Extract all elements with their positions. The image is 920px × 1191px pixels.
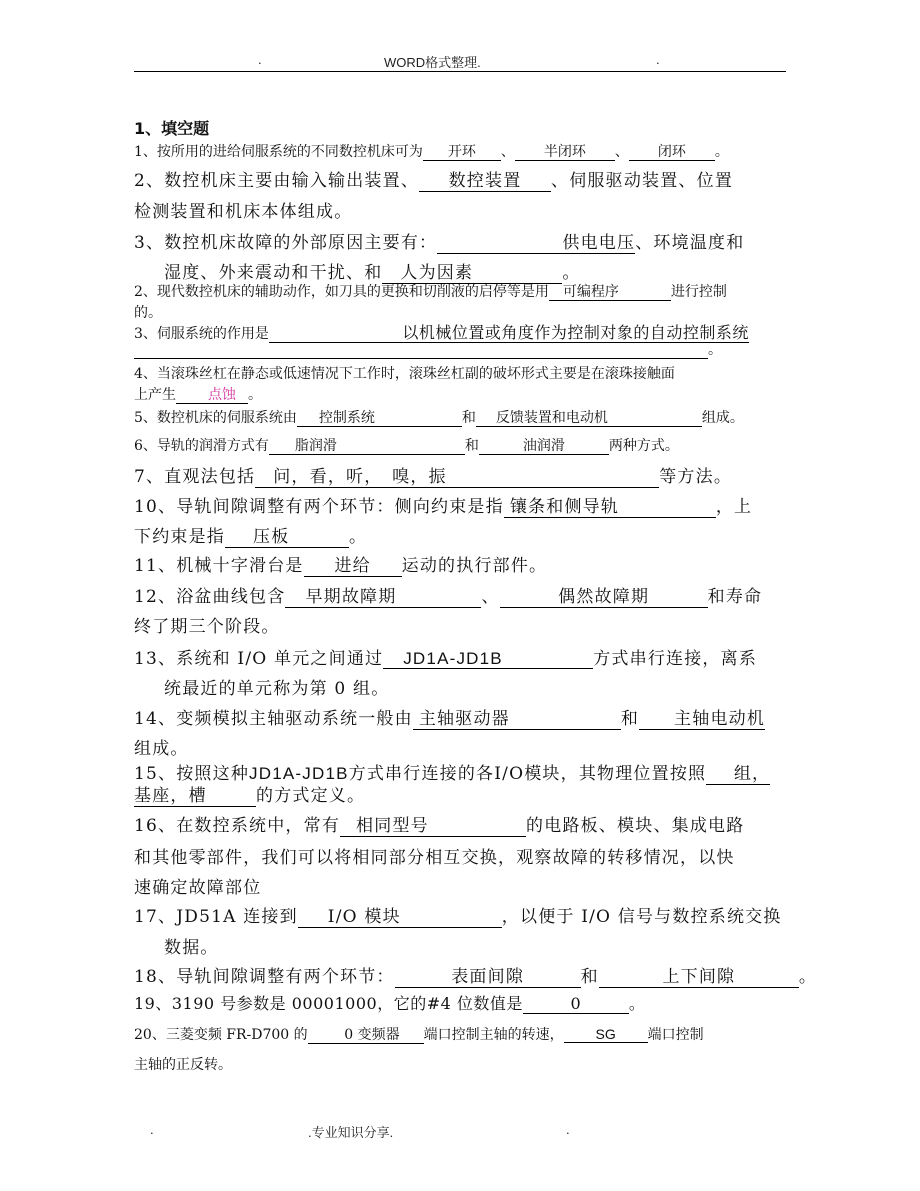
question-10-line-2 [134,522,367,548]
question-9 [134,462,732,488]
q11-answer-1: 进给 [304,558,402,577]
q3-line2-end: 。 [562,263,581,283]
q7-end: 组成。 [701,410,744,426]
q20-text: 20、三菱变频 FR-D700 的 [134,1027,308,1043]
q12-answer-1: 早期故障期 [285,589,481,608]
q10-text-end: ，上 [715,497,753,517]
question-20-line-2: 主轴的正反转。 [134,1057,232,1073]
q19-answer-1: 0 [523,996,629,1014]
question-1 [134,141,729,161]
q13-text-end: 方式串行连接，离系 [593,649,758,669]
q13-answer-1: JD1A-JD1B [383,650,593,669]
question-7 [134,407,744,427]
header-dot-right: . [656,52,660,67]
q15-text: 15、按照这种 [134,764,250,784]
q14-answer-1: 主轴驱动器 [413,711,621,730]
q5-text: 3、伺服系统的作用是 [134,326,269,342]
q19-text: 19、3190 号参数是 00001000，它的#4 位数值是 [134,994,523,1013]
question-15-line-2 [134,781,365,807]
q8-and: 和 [464,438,479,454]
header-rule [134,71,786,72]
question-12-line-2: 终了期三个阶段。 [134,617,280,637]
q14-text: 14、变频模拟主轴驱动系统一般由 [134,709,413,729]
q15-end: 的方式定义。 [256,786,366,806]
q3-line2-text: 湿度、外来震动和干扰、和 [164,263,383,283]
q3-text: 3、数控机床故障的外部原因主要有： [134,233,438,253]
q4-text-end: 进行控制 [670,284,727,300]
question-14-line-2: 组成。 [134,739,189,759]
q17-answer-1: I/O 模块 [298,909,502,928]
q14-and: 和 [620,709,640,729]
footer-text: .专业知识分享. [308,1125,394,1140]
q2-text: 2、数控机床主要由输入输出装置、 [134,171,420,191]
q16-text: 16、在数控系统中，常有 [134,816,341,836]
question-17 [134,902,782,928]
q14-answer-2: 主轴电动机 [639,711,765,730]
q15-answer-2: 基座，槽 [134,788,256,807]
q11-text: 11、机械十字滑台是 [134,556,304,576]
q15-answer-1: 组， [706,766,770,785]
q8-text: 6、导轨的润滑方式有 [134,438,269,454]
q8-answer-1: 脂润滑 [269,439,465,455]
question-20 [134,1024,704,1044]
q16-answer-1: 相同型号 [340,818,526,837]
question-3-line-2 [164,258,581,284]
question-14 [134,704,765,730]
q20-answer-1: 0 变频器 [308,1028,400,1044]
question-8 [134,435,679,455]
question-4 [134,281,727,301]
q7-answer-2: 反馈装置和电动机 [476,411,702,427]
question-17-line-2: 数据。 [164,938,219,958]
question-6: 4、当滚珠丝杠在静态或低速情况下工作时，滚珠丝杠副的破坏形式主要是在滚珠接触面 [134,366,675,382]
question-16-line-2: 和其他零部件，我们可以将相同部分相互交换，观察故障的转移情况，以快 [134,848,735,868]
q5-end: 。 [708,342,722,358]
question-3 [134,228,744,254]
question-5-line-2 [134,339,722,359]
header-dot-left: . [258,52,262,67]
q6-line2-text: 上产生 [134,387,176,403]
q7-text: 5、数控机床的伺服系统由 [134,410,297,426]
q10-answer-1: 镶条和侧导轨 [504,499,716,518]
question-2-line-2: 检测装置和机床本体组成。 [134,202,353,222]
q1-end: 。 [714,144,729,160]
q20-text-mid: 端口控制主轴的转速， [423,1027,564,1043]
question-2 [134,166,733,192]
q5-continuation-line [134,343,708,359]
q13-text: 13、系统和 I/O 单元之间通过 [134,649,384,669]
q9-text: 7、直观法包括 [134,467,256,487]
q6-answer-1: 点蚀 [176,388,236,404]
q10-answer-2: 压板 [225,529,349,548]
q18-text: 18、导轨间隙调整有两个环节： [134,967,395,987]
q9-answer-1: 问，看，听， 嗅，振 [255,469,659,488]
q10-text: 10、导轨间隙调整有两个环节：侧向约束是指 [134,497,504,517]
q18-answer-1: 表面间隙 [395,969,581,988]
q2-text-end: 、伺服驱动装置、位置 [551,171,734,191]
q1-text: 1、按所用的进给伺服系统的不同数控机床可为 [134,144,423,160]
q12-text-end: 和寿命 [707,587,763,607]
question-13-line-2: 统最近的单元称为第 0 组。 [164,679,390,699]
footer-dot-right: . [566,1122,570,1137]
question-16 [134,811,744,837]
q17-text-end: ，以便于 I/O 信号与数控系统交换 [501,907,782,927]
q12-answer-2: 偶然故障期 [500,589,708,608]
q18-answer-2: 上下间隙 [599,969,799,988]
q8-end: 两种方式。 [608,438,679,454]
q10-end: 。 [349,527,368,547]
question-6-line-2 [134,384,262,404]
q1-sep-1: 、 [500,144,515,160]
q3-answer-2: 人为因素 [382,265,562,284]
q8-answer-2: 油润滑 [479,439,609,455]
q12-sep: 、 [481,587,500,607]
q4-answer-1: 可编程序 [549,285,671,301]
q6-blank-tail [236,388,248,404]
q11-end: 运动的执行部件。 [401,556,548,576]
q1-sep-2: 、 [614,144,629,160]
q2-answer-1: 数控装置 [419,173,551,192]
q18-and: 和 [580,967,599,987]
q5-answer-1: 以机械位置或角度作为控制对象的自动控制系统 [269,325,749,343]
question-4-line-2: 的。 [134,305,162,321]
footer-dot-left: . [150,1122,154,1137]
question-13 [134,644,757,669]
q3-answer-1: 供电电压 [437,235,635,254]
question-16-line-3: 速确定故障部位 [134,878,262,898]
q1-answer-1: 开环 [423,145,501,161]
q20-answer-2: SG [564,1027,648,1043]
question-18 [134,962,817,988]
question-11 [134,551,547,577]
q17-text: 17、JD51A 连接到 [134,907,298,927]
q7-answer-1: 控制系统 [297,411,462,427]
q16-text-end: 的电路板、模块、集成电路 [526,816,745,836]
q20-blank-tail [400,1028,424,1044]
q12-text: 12、浴盆曲线包含 [134,587,286,607]
q10-line2-text: 下约束是指 [134,527,225,547]
question-12 [134,582,762,608]
q1-answer-3: 闭环 [629,145,715,161]
q19-end: 。 [628,994,646,1013]
question-10 [134,492,752,518]
q18-end: 。 [798,967,818,987]
q9-end: 等方法。 [659,467,733,487]
q1-answer-2: 半闭环 [515,145,615,161]
q7-and: 和 [461,410,476,426]
question-19 [134,991,645,1014]
q15-text-mid: 方式串行连接的各I/O模块，其物理位置按照 [348,764,707,784]
q20-text-end: 端口控制 [647,1027,704,1043]
q6-end: 。 [248,387,262,403]
q4-text: 2、现代数控机床的辅助动作，如刀具的更换和切削液的启停等是用 [134,284,549,300]
q15-code: JD1A-JD1B [249,764,349,783]
header-title: WORD格式整理. [384,55,481,70]
section-title: 1、填空题 [134,119,210,138]
q3-text-end: 、环境温度和 [635,233,745,253]
